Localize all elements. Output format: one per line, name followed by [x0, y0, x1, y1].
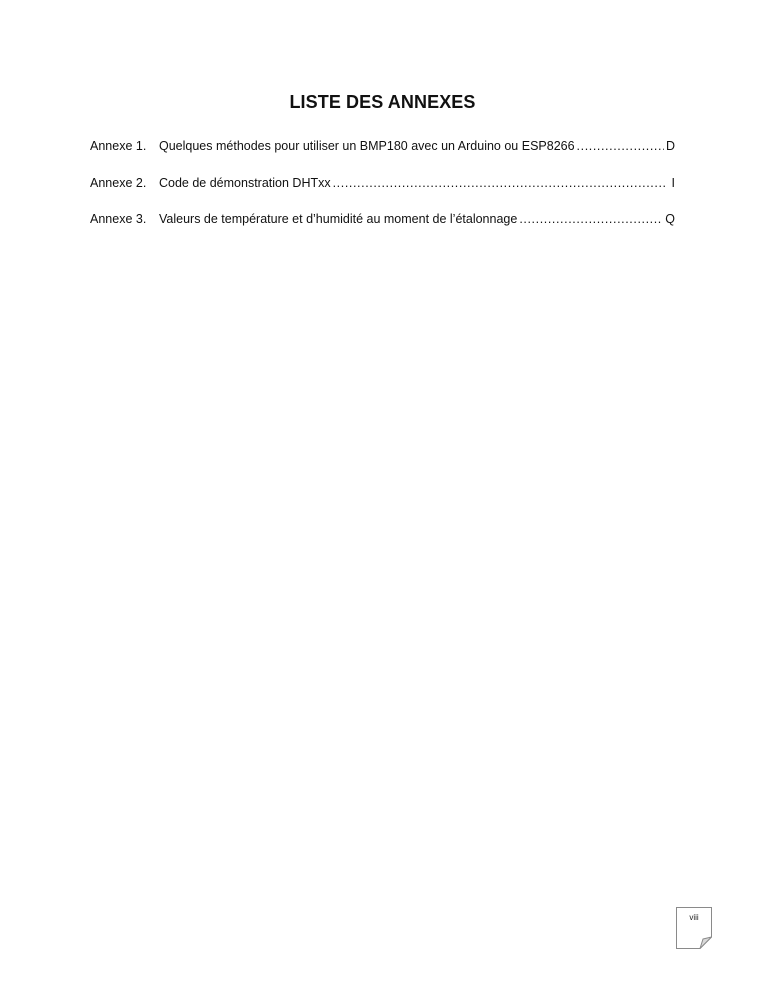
annex-number: Annexe 2. — [90, 175, 147, 190]
dot-leader — [577, 138, 664, 154]
dot-leader — [333, 175, 665, 191]
annex-title: Valeurs de température et d’humidité au moment de l’étalonnage — [159, 212, 518, 226]
annex-entry-1[interactable] — [90, 138, 675, 175]
annex-number: Annexe 1. — [90, 139, 147, 153]
annex-list — [90, 138, 675, 248]
annex-title: Code de démonstration DHTxx — [159, 175, 331, 190]
page-number-badge — [676, 907, 712, 949]
annex-page: I — [671, 175, 675, 190]
annex-title: Quelques méthodes pour utiliser un BMP180 avec un Arduino ou ESP8266 — [159, 139, 575, 153]
dot-leader — [519, 211, 663, 227]
page-title: LISTE DES ANNEXES — [289, 92, 476, 112]
annex-entry-2[interactable] — [90, 175, 675, 212]
page-number: viii — [689, 913, 699, 922]
annex-entry-3[interactable] — [90, 211, 675, 248]
annex-page: Q — [665, 212, 675, 226]
annex-page: D — [665, 139, 675, 153]
annex-number: Annexe 3. — [90, 212, 147, 226]
